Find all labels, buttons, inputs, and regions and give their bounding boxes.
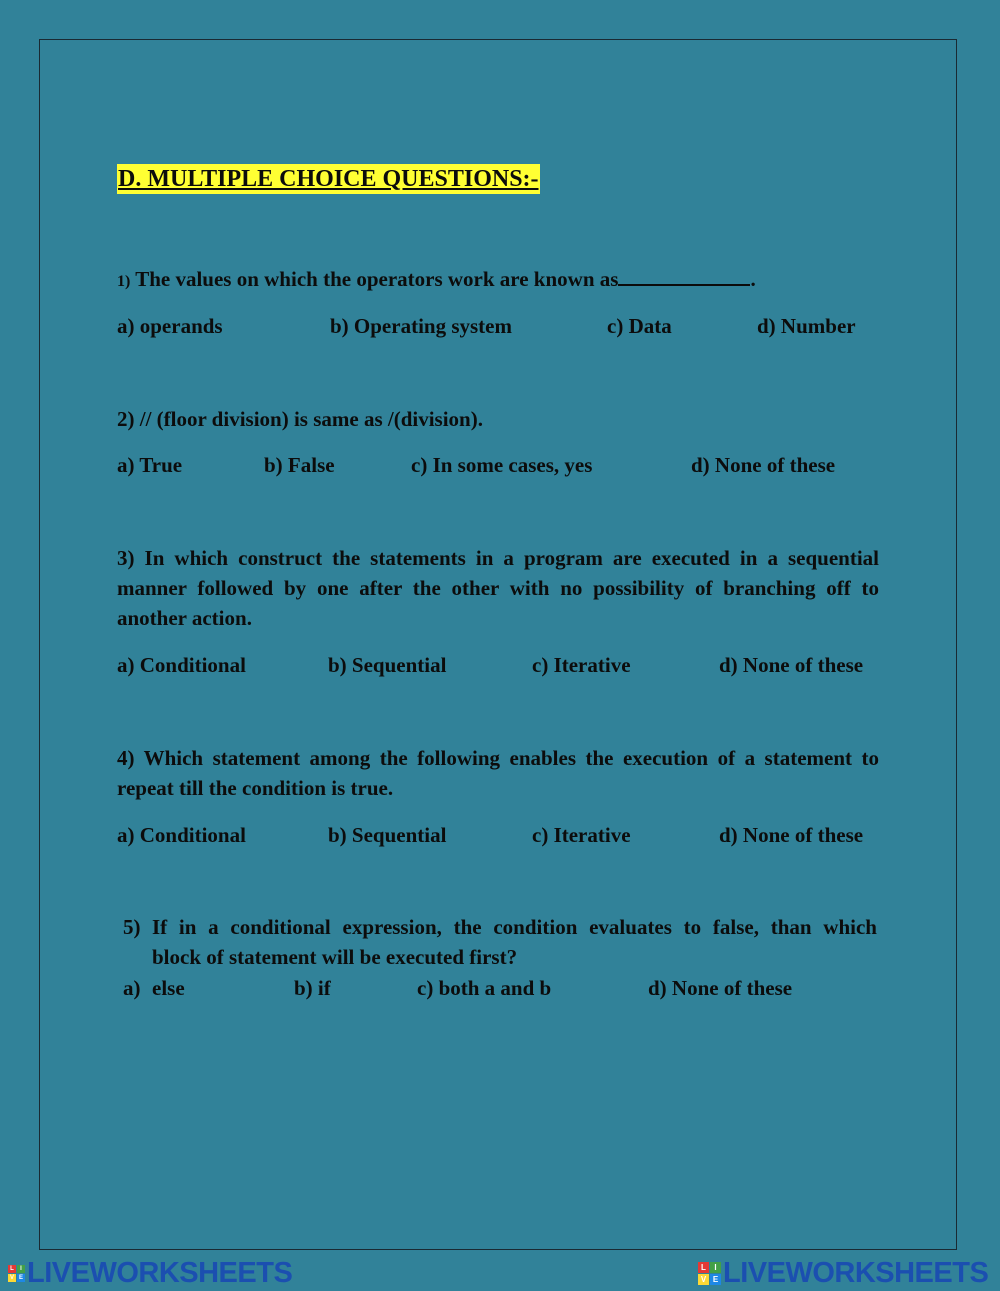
logo-tile: V (698, 1274, 709, 1285)
logo-tile: L (698, 1262, 709, 1273)
logo-tiles-icon (8, 1265, 25, 1282)
logo-tile: L (8, 1265, 16, 1273)
q2-option-a[interactable]: a) True (117, 453, 183, 477)
q4-option-d[interactable]: d) None of these (719, 823, 864, 847)
logo-tile: V (9, 1275, 14, 1281)
question-5-line-2: block of statement will be executed first? (152, 945, 518, 969)
answer-blank[interactable] (618, 264, 750, 286)
question-1-number: 1) (117, 273, 131, 290)
logo-tile: I (17, 1265, 25, 1273)
q3-option-d[interactable]: d) None of these (719, 653, 864, 677)
question-3-text: 3) In which construct the statements in a program are executed in a sequential manner followed by one after the other with no possibility of branching off to another action. (117, 546, 879, 630)
question-4-text: 4) Which statement among the following enables the execution of a statement to repeat till the condition is true. (117, 746, 879, 800)
q4-option-c[interactable]: c) Iterative (532, 823, 631, 847)
q3-option-c[interactable]: c) Iterative (532, 653, 631, 677)
liveworksheets-logo-right (698, 1257, 988, 1290)
q1-option-d[interactable]: d) Number (757, 314, 856, 338)
question-5-line-1: If in a conditional expression, the condition evaluates to false, than which (152, 915, 877, 939)
question-5-number: 5) (123, 915, 141, 939)
q1-option-c[interactable]: c) Data (607, 314, 672, 338)
question-1 (117, 264, 756, 297)
q5-option-a[interactable]: else (152, 976, 185, 1000)
q1-option-a[interactable]: a) operands (117, 314, 223, 338)
logo-tiles-icon (698, 1262, 721, 1285)
q3-option-a[interactable]: a) Conditional (117, 653, 246, 677)
section-heading: D. MULTIPLE CHOICE QUESTIONS:- (118, 166, 539, 192)
q2-option-b[interactable]: b) False (264, 453, 335, 477)
question-1-text: The values on which the operators work are known as (135, 267, 619, 291)
q1-option-b[interactable]: b) Operating system (330, 314, 512, 338)
liveworksheets-logo-left (8, 1257, 292, 1290)
question-1-period: . (750, 267, 756, 291)
q2-option-c[interactable]: c) In some cases, yes (411, 453, 593, 477)
logo-tile: E (710, 1274, 721, 1285)
page-border (39, 39, 957, 1250)
q5-option-a-marker: a) (123, 976, 141, 1000)
q5-option-d[interactable]: d) None of these (648, 976, 793, 1000)
q3-option-b[interactable]: b) Sequential (328, 653, 447, 677)
q4-option-a[interactable]: a) Conditional (117, 823, 246, 847)
logo-tile: E (18, 1275, 23, 1281)
logo-tile: I (710, 1262, 721, 1273)
q4-option-b[interactable]: b) Sequential (328, 823, 447, 847)
q5-option-c[interactable]: c) both a and b (417, 976, 552, 1000)
logo-text: LIVEWORKSHEETS (723, 1257, 989, 1289)
q2-option-d[interactable]: d) None of these (691, 453, 836, 477)
q5-option-b[interactable]: b) if (294, 976, 331, 1000)
question-2-text: 2) // (floor division) is same as /(division). (117, 407, 483, 431)
logo-text: LIVEWORKSHEETS (27, 1257, 293, 1289)
